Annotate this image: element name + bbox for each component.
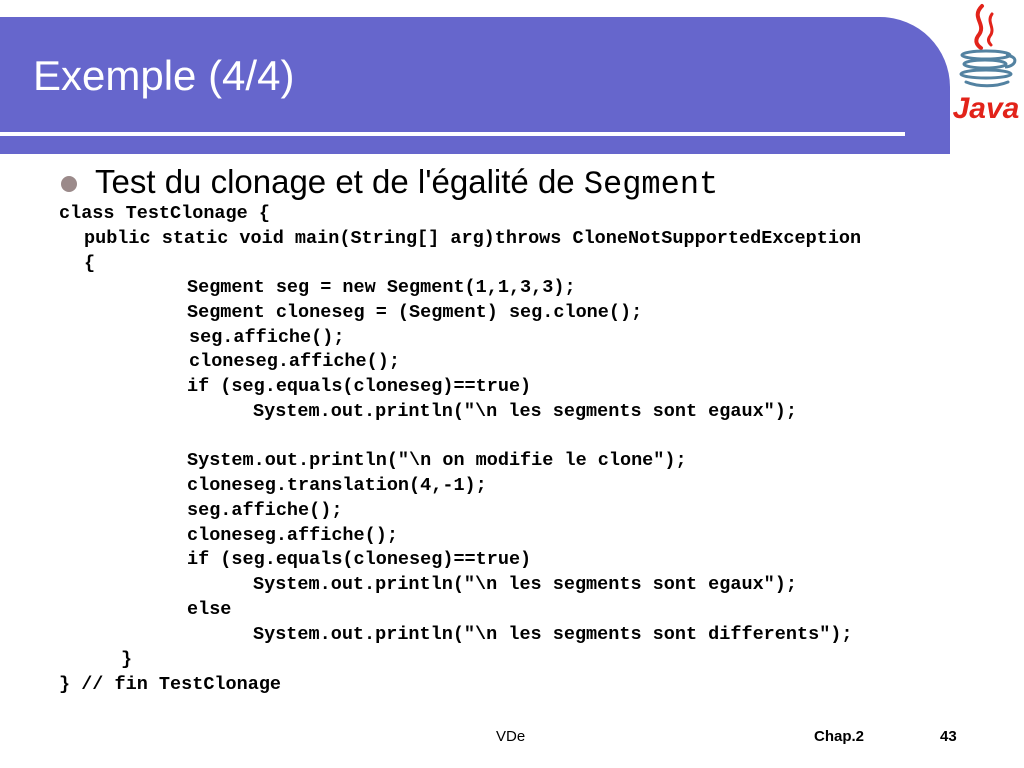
code-line: seg.affiche(); <box>187 500 343 521</box>
code-line: cloneseg.translation(4,-1); <box>187 475 487 496</box>
code-line: System.out.println("\n on modifie le clone"); <box>187 450 687 471</box>
code-line: else <box>187 599 232 620</box>
code-line: Segment seg = new Segment(1,1,3,3); <box>187 277 576 298</box>
title-underline <box>0 132 905 136</box>
code-line: Segment cloneseg = (Segment) seg.clone(); <box>187 302 643 323</box>
java-logo <box>948 0 1024 128</box>
slide-title: Exemple (4/4) <box>33 52 295 99</box>
code-line: class TestClonage { <box>59 203 270 224</box>
java-logo-text: Java <box>952 92 1020 125</box>
java-coffee-cup-icon <box>961 6 1015 86</box>
code-line: System.out.println("\n les segments sont egaux"); <box>253 401 797 422</box>
code-line: seg.affiche(); <box>189 327 345 348</box>
bullet-text: Test du clonage et de l'égalité de <box>95 163 584 200</box>
code-line: public static void main(String[] arg)throws CloneNotSupportedException <box>84 228 862 249</box>
footer-chapter: Chap.2 <box>814 728 865 745</box>
code-line: if (seg.equals(cloneseg)==true) <box>187 549 532 570</box>
code-line: cloneseg.affiche(); <box>187 525 398 546</box>
code-line: System.out.println("\n les segments sont egaux"); <box>253 574 797 595</box>
code-line: } <box>121 649 133 670</box>
footer-author: VDe <box>496 728 526 745</box>
bullet-heading <box>95 163 718 203</box>
bullet-icon <box>61 176 77 192</box>
code-line: if (seg.equals(cloneseg)==true) <box>187 376 532 397</box>
code-line: cloneseg.affiche(); <box>189 351 400 372</box>
bullet-class-name: Segment <box>583 166 719 203</box>
code-line: } // fin TestClonage <box>59 674 282 695</box>
code-line: System.out.println("\n les segments sont differents"); <box>253 624 853 645</box>
page-number: 43 <box>940 728 957 745</box>
code-line: { <box>84 253 96 274</box>
